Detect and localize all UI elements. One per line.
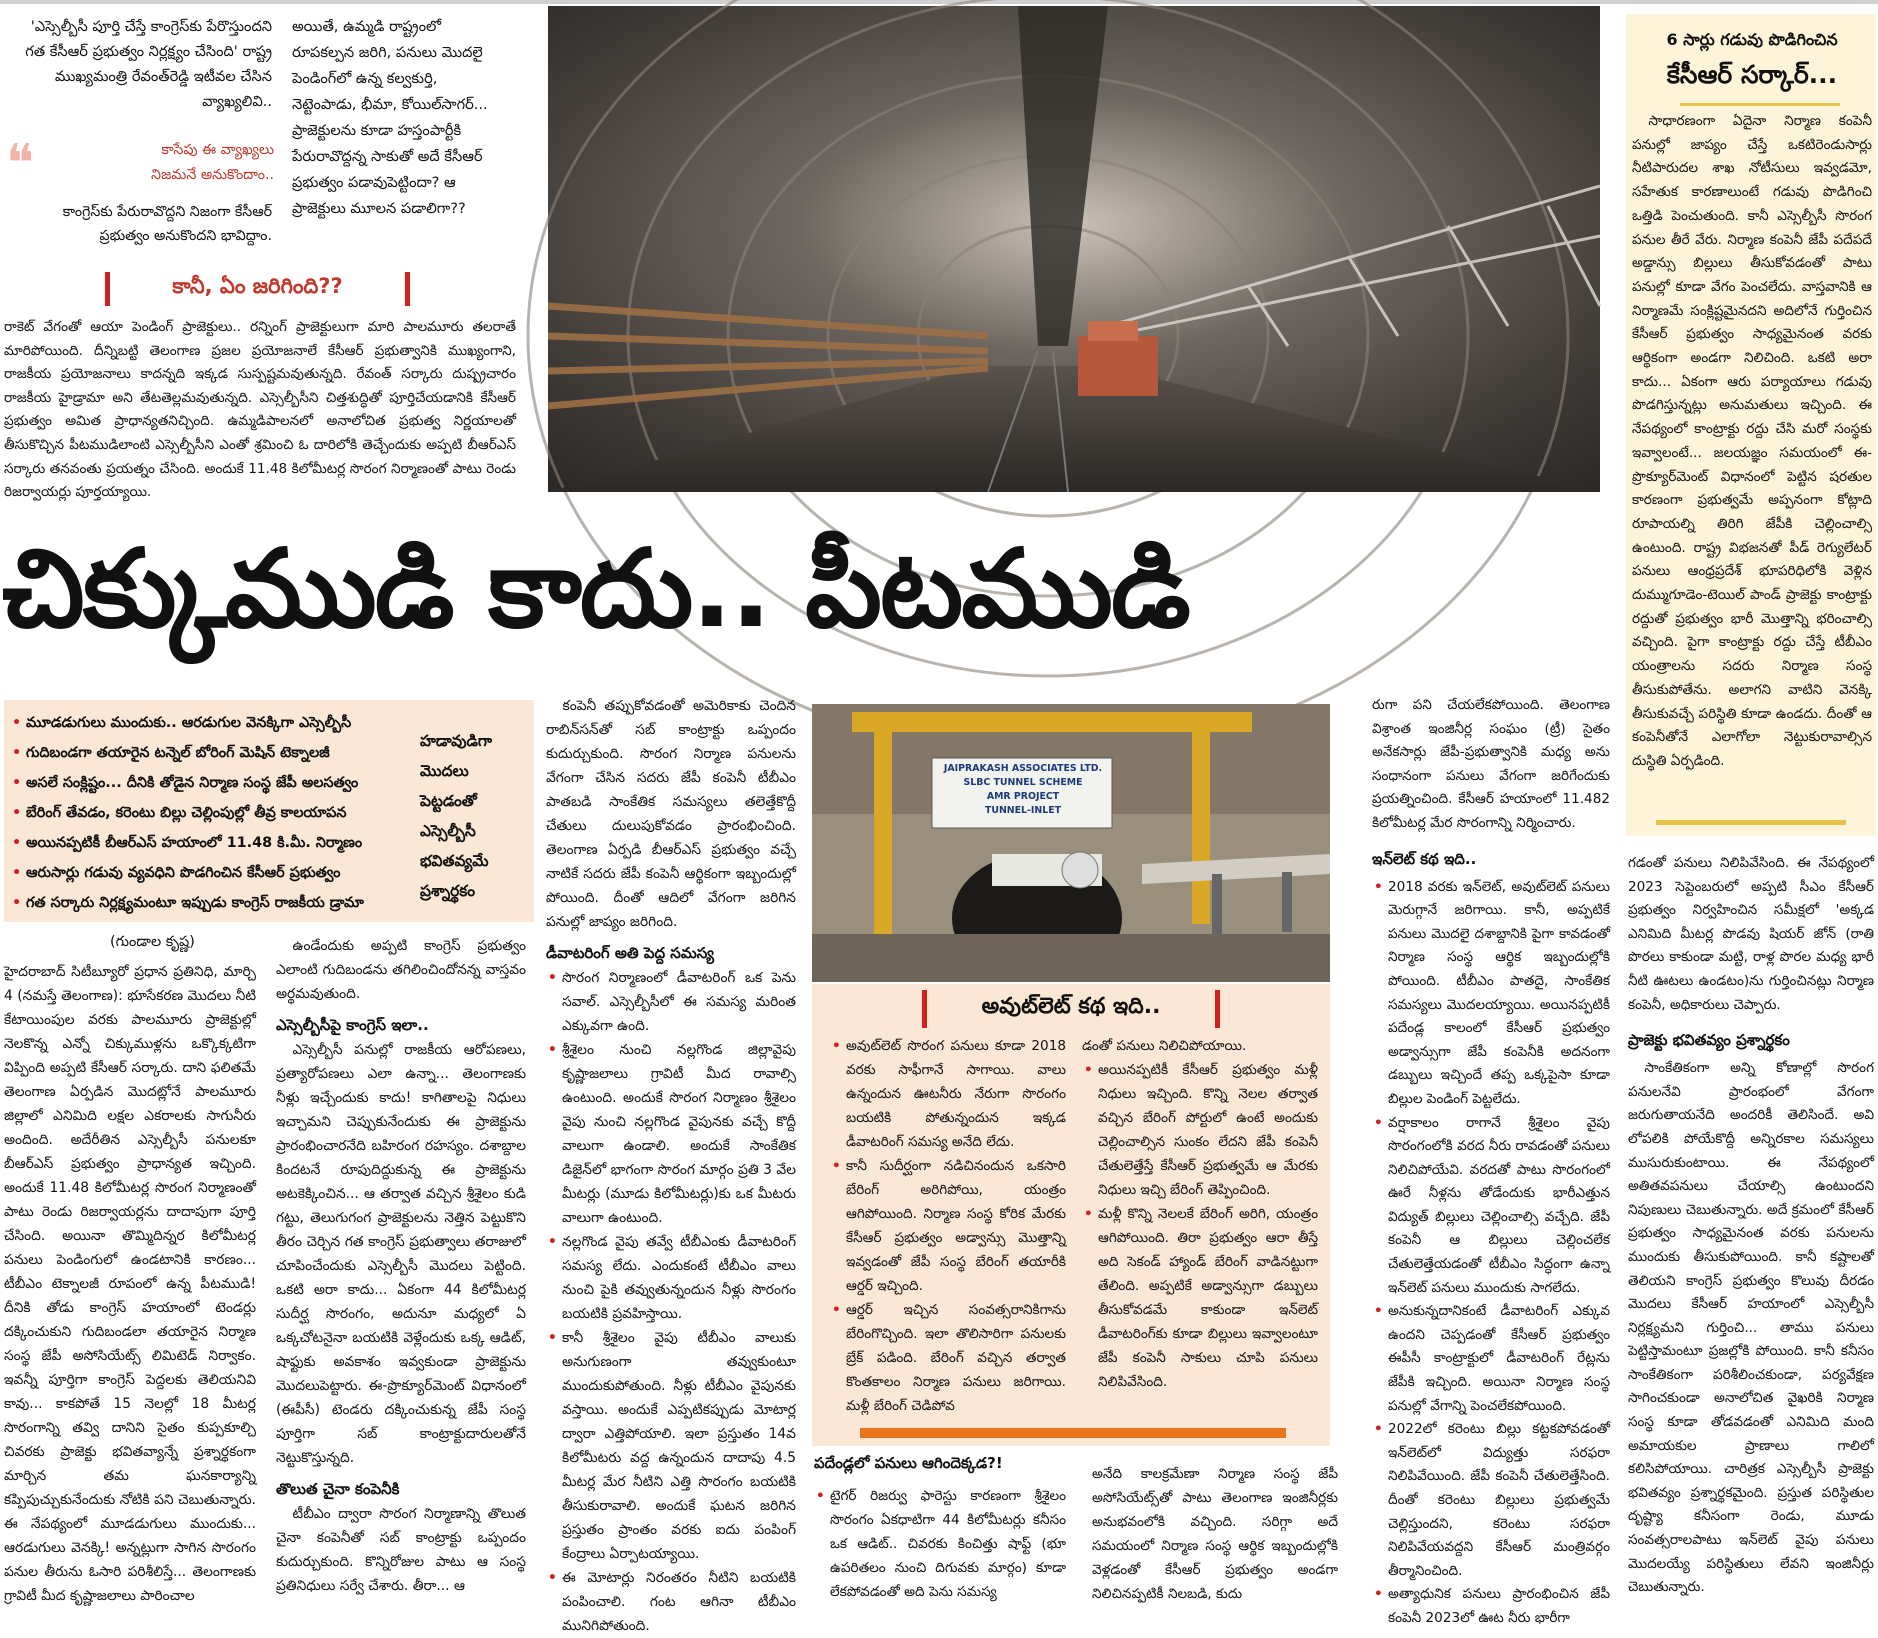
- outlet-left-list: [830, 1034, 1066, 1418]
- col-d-bullet: • 2022లో కరెంటు బిల్లు కట్టకపోవడంతో ఇన్‌లెట్‌లో విద్యుత్తు సరఫరా నిలిపివేయింది. జేపీ కంపెనీ చేతులెత్తేసింది. దీంతో కరెంటు బిల్లులు ప్రభుత్వమే చెల్లిస్తుందని, కరెంటు సరఫరా నిలిపివేయవద్దని కేసీఆర్ మంత్రివర్గం తీర్మానించింది.: [1372, 1418, 1610, 1583]
- highlights-side-note: హడావుడిగా మొదలు పెట్టడంతో ఎస్సెల్బీసీ భవితవ్యమే ప్రశ్నార్థకం: [420, 732, 493, 900]
- sidebar-kicker: 6 సార్లు గడువు పొడిగించిన: [1666, 30, 1838, 49]
- col-b-subhead-1: ఎస్సెల్బీసీపై కాంగ్రెస్ ఇలా..: [276, 1016, 429, 1034]
- col-b-para-1: ఉండేందుకు అప్పటి కాంగ్రెస్ ప్రభుత్వం ఎలాంటి గుదిబండను తగిలించిందోనన్న వాస్తవం అర్థమవుతుంది.: [276, 938, 526, 1002]
- top-rule: [0, 0, 1878, 4]
- intro-quote: [10, 14, 272, 114]
- byline: (గుండాల కృష్ణ): [110, 934, 195, 950]
- intro-quote-text: 'ఎస్సెల్బీసీ పూర్తి చేస్తే కాంగ్రెస్‌కు పేరొస్తుందని గత కేసీఆర్ ప్రభుత్వం నిర్లక్ష్యం చేసింది' రాష్ట్ర ముఖ్యమంత్రి రేవంత్‌రెడ్డి ఇటీవల చేసిన వ్యాఖ్యలివి..: [25, 18, 272, 110]
- col-c-bullet: • సొరంగ నిర్మాణంలో డీవాటరింగ్ ఒక పెను సవాల్. ఎస్సెల్బీసీలో ఈ సమస్య మరింత ఎక్కువగా ఉంది.: [546, 966, 796, 1038]
- tunnel-photo: [548, 6, 1600, 492]
- intro-banner: [105, 272, 410, 306]
- inlet-illustration: [812, 704, 1330, 982]
- column-d: [1372, 694, 1610, 1631]
- col-b-para-2: ఎస్సెల్బీసీ పనుల్లో రాజకీయ ఆరోపణలు, ప్రత్యారోపణలు ఎలా ఉన్నా... తెలంగాణకు నీళ్లు ఇచ్చేందుకు కాదు! కాగితాలపై నిధులు ఇచ్చామని చెప్పుకునేందుకు ఈ ప్రాజెక్టును ప్రారంభించారనేది బహిరంగ రహస్యం. దశాబ్దాల కిందటనే రూపుదిద్దుకున్న ఈ ప్రాజెక్టును అటకెక్కించిన... ఆ తర్వాత వచ్చిన శ్రీశైలం కుడి గట్టు, తెలుగుగంగ ప్రాజెక్టులను నెత్తిన పెట్టుకొని తీరం చెర్చిన గత కాంగ్రెస్ ప్రభుత్వాలు తరాజులో చూపించేందుకు ఎస్సెల్బీసీ మొదలు పెట్టింది. ఒకటి అరా కాదు... ఏకంగా 44 కిలోమీటర్ల సుదీర్ఘ సొరంగం, అదునూ మధ్యలో ఏ ఒక్కచోటనైనా బయటికి వెళ్లేందుకు ఒక్క ఆడిట్, షాఫ్టుకు అవకాశం ఇవ్వకుండా ప్రాజెక్టును మొదలుపెట్టారు. ఈ-ప్రొక్యూర్‌మెంట్ విధానంలో (ఈపీసీ) టెండరు దక్కించుకున్న జేపీ సంస్థ పూర్తిగా సబ్ కాంట్రాక్టుదారులతోనే నెట్టుకొస్తున్నది.: [276, 1042, 526, 1466]
- banner-text: కానీ, ఏం జరిగింది??: [172, 274, 343, 298]
- column-c: [546, 694, 796, 1638]
- col-d-para-1: రుగా పని చేయలేకపోయింది. తెలంగాణ విశ్రాంత ఇంజినీర్ల సంఘం (ట్రీ) సైతం అనేకసార్లు జేపీ-ప్రభుత్వానికి మధ్య అను సంధానంగా పనులు వేగంగా జరిగేందుకు ప్రయత్నించింది. కేసీఆర్ హయాంలో 11.482 కిలోమీటర్ల మేర సొరంగాన్ని నిర్మించారు.: [1372, 697, 1610, 831]
- highlight-item: • అసలే సంక్లిష్టం... దీనికి తోడైన నిర్మాణ సంస్థ జేపీ అలసత్వం: [10, 768, 422, 798]
- outlet-right-intro: డంతో పనులు నిలిచిపోయాయి.: [1082, 1038, 1247, 1054]
- highlight-item: • గత సర్కారు నిర్లక్ష్యమంటూ ఇప్పుడు కాంగ్రెస్ రాజకీయ డ్రామా: [10, 888, 422, 918]
- col-d-bullets: [1372, 876, 1610, 1631]
- col-e-subhead-1: ప్రాజెక్టు భవితవ్యం ప్రశ్నార్థకం: [1628, 1031, 1790, 1050]
- col-d-bullet: • అత్యాధునిక పనులు ప్రారంభించిన జేపీ కంపెనీ 2023లో ఊట నీరు భారీగా: [1372, 1583, 1610, 1630]
- col-e-para-2: సాంకేతికంగా అన్ని కోణాల్లో సొరంగ పనులనేవి ప్రారంభంలో వేగంగా జరుగుతాయనేది అందరికీ తెలిసిందే. అవి లోపలికి పోయేకొద్దీ అన్నిరకాల సమస్యలు ముసురుకుంటాయి. ఈ నేపథ్యంలో అతితవపనులు చేయాల్సి ఉంటుందని నిపుణులు చెబుతున్నారు. అదే క్రమంలో కేసీఆర్ ప్రభుత్వం సాధ్యమైనంత వరకు పనులను ముందుకు తీసుకుపోయింది. కానీ కష్టాలతో తెలియని కాంగ్రెస్ ప్రభుత్వం కొలువు దీరడం మొదలు కేసీఆర్ హయాంలో ఎస్సెల్బీసీ నిర్లక్ష్యమని గుర్తించి... తాము పనులు పెట్టిస్తామంటూ ప్రజల్లోకి పోయింది. కానీ కనీసం సాంకేతికంగా పరిశీలించకుండా, పర్యవేక్షణ సాగించకుండా అనాలోచిత వైఖరికి నిర్మాణ సంస్థ కూడా తోడవడంతో ఎనిమిది మంది అమాయకుల ప్రాణాలు గాలిలో కలిసిపోయాయి. చారిత్రక ఎస్సెల్బీసీ ప్రాజెక్టు భవితవ్యం ప్రశ్నార్థకమైంది. ప్రస్తుత పరిస్థితుల దృష్ట్యా కనీసంగా రెండు, మూడు సంవత్సరాలపాటు ఇన్‌లెట్ వైపు పనులు మొదలయ్యే పరిస్థితులు లేవని ఇంజినీర్లు చెబుతున్నారు.: [1628, 1060, 1874, 1596]
- col-d-bullet: • వర్షాకాలం రాగానే శ్రీశైలం వైపు సొరంగంలోకి వరద నీరు రావడంతో పనులు నిలిచిపోయేవి. వరదతో పాటు సొరంగంలో ఊరే నీళ్లను తోడేందుకు భారీఎత్తున విద్యుత్ బిల్లులు చెల్లించాల్సి వచ్చేది. జేపీ కంపెనీ ఆ బిల్లులు చెల్లించలేక చేతులెత్తేయడంతో టీబీఎం సిద్ధంగా ఉన్నా ఇన్‌లెట్ పనులు ముందుకు సాగలేదు.: [1372, 1112, 1610, 1301]
- sidebar-title: కేసీఆర్ సర్కార్...: [1666, 60, 1838, 89]
- col-d-bullet: • 2018 వరకు ఇన్‌లెట్, అవుట్‌లెట్ పనులు మెరుగ్గానే జరిగాయి. కానీ, అప్పటికే పనులు మొదలై దశాబ్దానికి పైగా కావడంతో నిర్మాణ సంస్థ ఆర్థిక ఇబ్బందుల్లోకి పోయింది. టీబీఎం పాతదై, సాంకేతిక సమస్యలు మొదలయ్యాయి. అయినప్పటికీ పదేండ్ల కాలంలో కేసీఆర్ ప్రభుత్వం అడ్వాన్సుగా జేపీ కంపెనీకి అదనంగా డబ్బులు ఇచ్చిందే తప్ప ఒక్కపైసా కూడా బిల్లుల పెండింగ్ పెట్టలేదు.: [1372, 876, 1610, 1112]
- intro-aside: కాసేపు ఈ వ్యాఖ్యలు నిజమనే అనుకొందాం..: [151, 142, 274, 183]
- col-c-bullet: • నల్లగొండ వైపు తవ్వే టీబీఎంకు డీవాటరింగ్ సమస్య లేదు. ఎందుకంటే టీబీఎం వాలు నుంచి పైకి తవ్వుతున్నందున నీళ్లు సొరంగం బయటికి ప్రవహిస్తాయి.: [546, 1230, 796, 1326]
- intro-col2: అయితే, ఉమ్మడి రాష్ట్రంలో రూపకల్పన జరిగి, పనులు మొదలై పెండింగ్‌లో ఉన్న కల్వకుర్తి, నెట్టెంపాడు, భీమా, కోయిల్‌సాగర్... ప్రాజెక్టులను కూడా హస్తంపార్టీకి పేరురావొద్దన్న సాకుతో అదే కేసీఆర్ ప్రభుత్వం పడావుపెట్టిందా? ఆ ప్రాజెక్టులు మూలన పడాలిగా??: [292, 18, 488, 217]
- sign-line: TUNNEL-INLET: [984, 805, 1062, 816]
- outlet-bullet: • అయినప్పటికీ కేసీఆర్ ప్రభుత్వం మళ్లీ నిధులు ఇచ్చింది. కొన్ని నెలల తర్వాత వచ్చిన బేరింగ్ పోర్టులో ఉంటే అందుకు చెల్లించాల్సిన సుంకం లేదని జేపీ కంపెనీ చేతులెత్తేస్తే కేసీఆర్ ప్రభుత్వమే ఆ మేరకు నిధులు ఇచ్చి బేరింగ్ తెప్పించింది.: [1082, 1058, 1318, 1202]
- col-c-bullets: [546, 966, 796, 1638]
- col-c-bullet: • శ్రీశైలం నుంచి నల్లగొండ జిల్లావైపు కృష్ణాజలాలు గ్రావిటీ మీద రావాల్సి ఉంటుంది. అందుకే సొరంగ నిర్మాణం శ్రీశైలం వైపు నుంచి నల్లగొండ వైపునకు వచ్చే కొద్దీ వాలుగా ఉండాలి. అందుకే సాంకేతిక డిజైన్‌లో భాగంగా సొరంగ మార్గం ప్రతి 3 వేల మీటర్లు (మూడు కిలోమీటర్లు)కు ఒక మీటరు వాలుగా ఉంటుంది.: [546, 1038, 796, 1230]
- tunnel-inlet-photo: [812, 704, 1330, 982]
- col-b-subhead-2: తొలుత చైనా కంపెనీకి: [276, 1480, 400, 1498]
- sidebar-body: [1632, 110, 1872, 774]
- sidebar-underline: [1680, 103, 1840, 106]
- highlight-item: • ఆరుసార్లు గడువు వ్యవధిని పొడగించిన కేసీఆర్ ప్రభుత్వం: [10, 858, 422, 888]
- outlet-right: [1082, 1034, 1318, 1394]
- highlights-list: [10, 708, 422, 918]
- col-c-bottom-list: [814, 1484, 1066, 1604]
- col-d-tail: అనేది కాలక్రమేణా నిర్మాణ సంస్థ జేపీ అసోసియేట్స్‌తో పాటు తెలంగాణ ఇంజినీర్లకు అనుభవంలోకి వచ్చింది. సరిగ్గా అదే సమయంలో నిర్మాణ సంస్థ ఆర్థిక ఇబ్బందుల్లోకి వెళ్లడంతో కేసీఆర్ ప్రభుత్వం అండగా నిలిచినప్పటికీ నిలబడి, కుదు: [1092, 1466, 1338, 1602]
- outlet-title: అవుట్‌లెట్ కథ ఇది..: [981, 994, 1161, 1019]
- intro-tail: కాంగ్రెస్‌కు పేరురావొద్దని నిజంగా కేసీఆర్ ప్రభుత్వం అనుకొందని భావిద్దాం.: [62, 204, 272, 245]
- column-b: [276, 934, 526, 1598]
- col-c-para-1: కంపెనీ తప్పుకోవడంతో అమెరికాకు చెందిన రాబిన్‌సన్‌తో సబ్ కాంట్రాక్టు ఒప్పందం కుదుర్చుకుంది. సొరంగ నిర్మాణ పనులను వేగంగా చేసిన సదరు జేపీ కంపెనీ టీబీఎం పాతబడి సాంకేతిక సమస్యలు తలెత్తేకొద్దీ చేతులు దులుపుకోవడం ప్రారంభించింది. తెలంగాణ ఏర్పడి బీఆర్ఎస్ ప్రభుత్వం వచ్చే నాటికే సదరు జేపీ కంపెనీ ఆర్థికంగా ఇబ్బందుల్లో పోయింది. దీంతో ఆదిలో వేగంగా జరిగిన పనుల్లో జాప్యం జరిగింది.: [546, 698, 796, 930]
- outlet-bullet: • ఆర్డర్ ఇచ్చిన సంవత్సరానికిగాను బేరింగొచ్చింది. ఇలా తొలిసారిగా పనులకు బ్రేక్ పడింది. బేరింగ్ వచ్చిన తర్వాత కొంతకాలం నిర్మాణ పనులు జరిగాయి. మళ్లీ బేరింగ్ చెడిపోవ: [830, 1298, 1066, 1418]
- sign-line: SLBC TUNNEL SCHEME: [963, 777, 1083, 788]
- sign-line: AMR PROJECT: [986, 791, 1060, 802]
- outlet-bullet: • కానీ సుదీర్ఘంగా నడిచినందున ఒకసారి బేరింగ్ అరిగిపోయి, యంత్రం ఆగిపోయింది. నిర్మాణ సంస్థ కోరిక మేరకు కేసీఆర్ ప్రభుత్వం అడ్వాన్సు మొత్తాన్ని ఇవ్వడంతో జేపీ సంస్థ బేరింగ్ తయారీకి ఆర్డర్ ఇచ్చింది.: [830, 1154, 1066, 1298]
- col-c-bullet: • కానీ శ్రీశైలం వైపు టీబీఎం వాలుకు అనుగుణంగా తవ్వుకుంటూ ముందుకుపోతుంది. నీళ్లు టీబీఎం వైపునకు వస్తాయి. అందుకే ఎప్పటికప్పుడు మోటార్ల ద్వారా ఎత్తిపోయాలి. ఇలా ప్రస్తుతం 14వ కిలోమీటరు వద్ద ఉన్నందున దాదాపు 4.5 మీటర్ల మేర నీటిని ఎత్తి సొరంగం బయటికి తీసుకురావాలి. అందుకే ఘటన జరిగిన ప్రస్తుతం ప్రాంతం వరకు ఐదు పంపింగ్ కేంద్రాలు ఏర్పాటయ్యాయి.: [546, 1326, 796, 1566]
- col-d-bullet: • అనుకున్నదానికంటే డీవాటరింగ్ ఎక్కువ ఉందని చెప్పడంతో కేసీఆర్ ప్రభుత్వం ఈపీసీ కాంట్రాక్టులో డీవాటరింగ్ రేట్లను జేపీకి ఇచ్చింది. అయినా నిర్మాణ సంస్థ పనుల్లో వేగాన్ని పెంచలేకపోయింది.: [1372, 1300, 1610, 1418]
- col-c-bottom-subhead: పదేండ్లలో పనులు ఆగిందెక్కడ?!: [814, 1454, 1003, 1472]
- outlet-bullet: • మళ్లీ కొన్ని నెలలకే బేరింగ్ అరిగి, యంత్రం ఆగిపోయింది. తిరా ప్రభుత్వం ఆరా తీస్తే అది సెకండ్ హ్యాండ్ బేరింగ్ వాడినట్టుగా తేలింది. అప్పటికే అడ్వాన్సుగా డబ్బులు తీసుకోవడమే కాకుండా ఇన్‌లెట్ డీవాటరింగ్‌కు కూడా బిల్లులు ఇవ్వాలంటూ జేపీ కంపెనీ సాకులు చూపి పనులు నిలిపివేసింది.: [1082, 1202, 1318, 1394]
- col-c-subhead-1: డీవాటరింగ్ అతి పెద్ద సమస్య: [546, 944, 714, 962]
- sidebar-bottom-rule: [1656, 820, 1846, 825]
- highlight-item: • గుదిబండగా తయారైన టన్నెల్ బోరింగ్ మెషిన్ టెక్నాలజీ: [10, 738, 422, 768]
- col-b-para-3: టీబీఎం ద్వారా సొరంగ నిర్మాణాన్ని తొలుత చైనా కంపెనీతో సబ్ కాంట్రాక్టు ఒప్పందం కుదుర్చుకుంది. కొన్నిరోజుల పాటు ఆ సంస్థ ప్రతినిధులు సర్వే చేశారు. తీరా... ఆ: [276, 1506, 526, 1594]
- column-e: [1628, 852, 1874, 1600]
- outlet-bottom-rule: [860, 1428, 1286, 1438]
- intro-paragraph: రాకెట్ వేగంతో ఆయా పెండింగ్ ప్రాజెక్టులు.. రన్నింగ్ ప్రాజెక్టులుగా మారి పాలమూరు తలరాతే మారిపోయింది. దీన్నిబట్టి తెలంగాణ ప్రజల ప్రయోజనాలే కేసీఆర్ ప్రభుత్వానికి ముఖ్యంగాని, రాజకీయ ప్రయోజనాలు కాదన్నది ఇక్కడ సుస్పష్టమవుతున్నది. రేవంత్ సర్కారు దుష్ప్రచారం రాజకీయ హైడ్రామా అని తేటతెల్లమవుతున్నది. ఎస్సెల్బీసీని చిత్తశుద్ధితో పూర్తిచేయడానికి కేసీఆర్ ప్రభుత్వం అమిత ప్రాధాన్యతనిచ్చింది. ఉమ్మడిపాలనలో అనాలోచిత ప్రభుత్వ నిర్ణయాలతో తీసుకొచ్చిన పీటముడిలాంటి ఎస్సెల్బీసీని ఎంతో శ్రమించి ఓ దారిలోకి తెచ్చేందుకు అప్పటి బీఆర్ఎస్ సర్కారు తనవంతు ప్రయత్నం చేసింది. అందుకే 11.48 కిలోమీటర్ల సొరంగ నిర్మాణంతో పాటు రెండు రిజర్వాయర్లు పూర్తయ్యాయి.: [4, 319, 516, 501]
- col-e-para-1: గడంతో పనులు నిలిపివేసింది. ఈ నేపథ్యంలో 2023 సెప్టెంబరులో అప్పటి సీఎం కేసీఆర్ ప్రభుత్వం నిర్వహించిన సమీక్షలో 'అక్కడ ఎనిమిది మీటర్ల పొడవు షియర్ జోన్ (రాతి పొరలు కాకుండా మట్టి, రాళ్ల పొరల మధ్య భారీ నీటి ఊటలు ఉండటం)ను గుర్తించినట్లు నిర్మాణ కంపెనీ, అధికారులు చెప్పారు.: [1628, 855, 1874, 1013]
- col-c-bottom-bullet: • టైగర్ రిజర్వు ఫారెస్టు కారణంగా శ్రీశైలం సొరంగం ఏకధాటిగా 44 కిలోమీటర్లు కనీసం ఒక ఆడిట్.. చివరకు కించిత్తు షాఫ్ట్ (భూ ఉపరితలం నుంచి దిగువకు మార్గం) కూడా లేకపోవడంతో అది పెను సమస్య: [814, 1484, 1066, 1604]
- outlet-right-list: [1082, 1058, 1318, 1394]
- quote-mark-icon: ❝: [6, 134, 34, 194]
- highlight-item: • మూడడుగులు ముందుకు.. ఆరడుగుల వెనక్కిగా ఎస్సెల్బీసీ: [10, 708, 422, 738]
- outlet-bullet: • అవుట్‌లెట్ సొరంగ పనులు కూడా 2018 వరకు సాఫీగానే సాగాయి. వాలు ఉన్నందున ఊటనీరు నేరుగా సొరంగం బయటికి పోతున్నందున ఇక్కడ డీవాటరింగ్ సమస్య అనేది లేదు.: [830, 1034, 1066, 1154]
- highlight-item: • అయినప్పటికీ బీఆర్ఎస్ హయాంలో 11.48 కి.మీ. నిర్మాణం: [10, 828, 422, 858]
- headline: చిక్కుముడి కాదు.. పీటముడి: [2, 527, 1189, 652]
- highlight-item: • బేరింగ్ తేవడం, కరెంటు బిల్లు చెల్లింపుల్లో తీవ్ర కాలయాపన: [10, 798, 422, 828]
- tunnel-illustration: [548, 6, 1600, 492]
- col-d-subhead-1: ఇన్‌లెట్ కథ ఇది..: [1372, 849, 1477, 868]
- col-c-bullet: • ఈ మోటార్లు నిరంతరం నీటిని బయటికి పంపించాలి. గంట ఆగినా టీబీఎం మునిగిపోతుంది.: [546, 1566, 796, 1638]
- outlet-title-box: [922, 990, 1220, 1028]
- sidebar-body-text: సాధారణంగా ఏదైనా నిర్మాణ కంపెనీ పనుల్లో జాప్యం చేస్తే ఒకటిరెండుసార్లు నీటిపారుదల శాఖ నోటీసులు ఇవ్వడమో, సహేతుక కారణాలుంటే గడువు పొడిగించి ఒత్తిడి పెంచుతుంది. కానీ ఎస్సెల్బీసీ సొరంగ పనుల తీరే వేరు. నిర్మాణ కంపెనీ జేపీ పదేపదే అడ్డాన్సు బిల్లులు తీసుకోవడంతో పాటు పనుల్లో కూడా వేగం పెంచలేదు. వాస్తవానికి ఆ నిర్మాణమే సంక్లిష్టమైనదని అదిలోనే గుర్తించిన కేసీఆర్ ప్రభుత్వం సాధ్యమైనంత వరకు ఆర్థికంగా అండగా నిలిచింది. ఒకటి అరా కాదు... ఏకంగా ఆరు పర్యాయాలు గడువు పొడగిస్తున్నట్లు అనుమతులు ఇచ్చింది. ఈ నేపథ్యంలో కాంట్రాక్టు రద్దు చేసి మరో సంస్థకు ఇవ్వాలంటే... జలయజ్ఞం సమయంలో ఈ-ప్రొక్యూర్‌మెంట్ విధానంలో పెట్టిన షరతుల కారణంగా ప్రభుత్వమే అప్పనంగా కోట్లాది రూపాయల్ని తిరిగి జేపీకి చెల్లించాల్సి ఉంటుంది. రాష్ట్ర విభజనతో పీడ్ రెగ్యులేటర్ పనులు ఆంధ్రప్రదేశ్ భూపరిధిలోకి వెళ్లిన దుమ్ముగూడెం-టెయిల్ పాండ్ ప్రాజెక్టు కాంట్రాక్టు రద్దుతో ప్రభుత్వం భారీ మొత్తాన్ని భరించాల్సి వచ్చింది. పైగా కాంట్రాక్టు రద్దు చేస్తే టీబీఎం యంత్రాలను సదరు నిర్మాణ సంస్థ తీసుకుపోతేను. అలాగని వాటిని వెనక్కి తీసుకువచ్చే పరిస్థితి కూడా ఉండదు. దీంతో ఆ కంపెనీతోనే ఎలాగోలా నెట్టుకురావాల్సిన దుస్థితి ఏర్పడింది.: [1632, 113, 1872, 769]
- column-a: హైదరాబాద్ సిటీబ్యూరో ప్రధాన ప్రతినిధి, మార్చి 4 (నమస్తే తెలంగాణ): భూసేకరణ మొదలు నీటి కేటాయింపుల వరకు పాలమూరు ప్రాజెక్టుల్లో నెలకొన్న ఎన్నో చిక్కుముళ్లను ఒక్కొక్కటిగా విప్పింది అప్పటి కేసీఆర్ సర్కారు. దాని ఫలితమే తెలంగాణ ఏర్పడిన మొదట్లోనే పాలమూరు జిల్లాలో ఎనిమిది లక్షల ఎకరాలకు సాగునీరు అందింది. అదేరీతిన ఎస్సెల్బీసీ పనులకూ బీఆర్ఎస్ ప్రభుత్వం ప్రాధాన్యత ఇచ్చింది. అందుకే 11.48 కిలోమీటర్ల సొరంగ నిర్మాణంతో పాటు రెండు రిజర్వాయర్లను దాదాపుగా పూర్తి చేసింది. అయినా తొమ్మిదిన్నర కిలోమీటర్ల పనులు పెండింగులో ఉండటానికి కారణం... టీబీఎం టెక్నాలజీ రూపంలో ఉన్న పీటముడి! దీనికి తోడు కాంగ్రెస్ హయాంలో టెండర్లు దక్కించుకుని గుదిబండలా తయారైన నిర్మాణ సంస్థ జేపీ అసోసియేట్స్ లిమిటెడ్ నిర్వాకం. ఇవన్నీ పూర్తిగా కాంగ్రెస్ పెద్దలకు తెలియనివి కావు... కాకపోతే 15 నెలల్లో 18 మీటర్ల సొరంగాన్ని తవ్వి దానిని సైతం కుప్పకూల్చి చివరకు ప్రాజెక్టు భవితవ్యాన్నే ప్రశ్నార్థకంగా మార్చిన తమ ఘనకార్యాన్ని కప్పిపుచ్చుకునేందుకు నోటికి పని చెబుతున్నారు. ఈ నేపథ్యంలో మూడడుగులు ముందుకు... ఆరడుగులు వెనక్కి! అన్నట్లుగా సాగిన సొరంగం పనుల తీరును ఓసారి పరిశీలిస్తే... తెలంగాణకు గ్రావిటీ మీద కృష్ణాజలాలు పారించాల: [4, 964, 256, 1604]
- sign-text: [938, 762, 1108, 818]
- sign-line: JAIPRAKASH ASSOCIATES LTD.: [943, 763, 1103, 774]
